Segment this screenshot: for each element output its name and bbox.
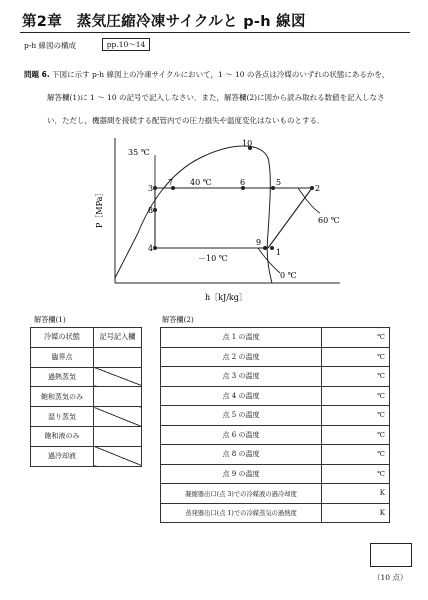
page-reference-box: pp.10～14	[102, 38, 150, 51]
answer2-label: 解答欄(2)	[162, 315, 194, 324]
answer1-state-cell: 過熱蒸気	[31, 367, 94, 387]
table-row	[161, 484, 390, 504]
temp-40-label: 40 ℃	[190, 178, 212, 187]
answer2-item-cell: 点 3 の温度	[161, 367, 322, 387]
answer2-item-cell: 点 1 の温度	[161, 328, 322, 348]
unit-label: ℃	[377, 352, 385, 361]
point-3-label: 3	[148, 184, 154, 193]
compression-line	[268, 188, 312, 248]
unit-label: K	[379, 508, 385, 517]
answer1-header-symbol: 記号記入欄	[94, 328, 142, 348]
unit-label: ℃	[377, 372, 385, 381]
table-row	[161, 445, 390, 465]
unit-label: K	[379, 489, 385, 498]
point-9-label: 9	[256, 238, 262, 247]
table-row	[31, 407, 142, 427]
temp-60-label: 60 ℃	[318, 216, 340, 225]
answer2-value-input[interactable]	[322, 484, 390, 504]
unit-label: ℃	[377, 430, 385, 439]
point-4-dot	[153, 246, 157, 250]
point-2-label: 2	[315, 184, 321, 193]
answer2-value-input[interactable]	[322, 328, 390, 348]
answer2-value-input[interactable]	[322, 386, 390, 406]
answer2-item-cell: 蒸発器出口(点 1)での冷媒蒸気の過熱度	[161, 503, 322, 523]
unit-label: ℃	[377, 333, 385, 342]
point-9-dot	[263, 246, 267, 250]
saturation-curve	[115, 146, 272, 283]
unit-label: ℃	[377, 391, 385, 400]
answer2-item-cell: 点 6 の温度	[161, 425, 322, 445]
table-row	[31, 426, 142, 446]
point-1-label: 1	[276, 248, 282, 257]
answer2-table	[160, 327, 390, 523]
answer1-symbol-input[interactable]	[94, 347, 142, 367]
score-label: （10 点）	[373, 573, 408, 582]
answer2-item-cell: 点 5 の温度	[161, 406, 322, 426]
page-title: 第2章 蒸気圧縮冷凍サイクルと p-h 線図	[22, 14, 306, 30]
section-subtitle: p-h 線図の構成	[24, 41, 77, 50]
temp-minus10-label: －10 ℃	[198, 254, 228, 263]
answer1-label: 解答欄(1)	[34, 315, 66, 324]
temp-0-label: 0 ℃	[280, 271, 297, 280]
answer2-item-cell: 点 8 の温度	[161, 445, 322, 465]
answer1-symbol-input[interactable]	[94, 446, 142, 466]
table-row	[161, 347, 390, 367]
point-5-label: 5	[276, 178, 282, 187]
answer2-value-input[interactable]	[322, 367, 390, 387]
title-divider	[20, 32, 410, 33]
answer1-symbol-input[interactable]	[94, 407, 142, 427]
table-row	[31, 387, 142, 407]
point-8-label: 8	[148, 206, 154, 215]
question-text-1: 下図に示す p-h 線図上の冷凍サイクルにおいて，1 ～ 10 の各点は冷媒のいずれの状態にあるかを，	[52, 70, 390, 79]
unit-label: ℃	[377, 450, 385, 459]
point-10-label: 10	[242, 139, 253, 148]
point-4-label: 4	[148, 244, 154, 253]
table-row	[31, 347, 142, 367]
point-7-label: 7	[168, 178, 174, 187]
unit-label: ℃	[377, 411, 385, 420]
answer2-value-input[interactable]	[322, 445, 390, 465]
answer2-value-input[interactable]	[322, 347, 390, 367]
point-8-dot	[153, 208, 157, 212]
table-row	[31, 446, 142, 466]
answer2-value-input[interactable]	[322, 406, 390, 426]
table-row	[161, 386, 390, 406]
point-5-dot	[271, 186, 275, 190]
table-row	[161, 425, 390, 445]
table-row	[161, 328, 390, 348]
answer1-header-row	[31, 328, 142, 348]
point-2-dot	[310, 186, 314, 190]
unit-label: ℃	[377, 469, 385, 478]
question-label: 問題 6.	[24, 70, 50, 79]
answer2-item-cell: 点 2 の温度	[161, 347, 322, 367]
answer1-state-cell: 過冷却液	[31, 446, 94, 466]
question-line-3: い．ただし，機器間を接続する配管内での圧力損失や温度変化はないものとする．	[47, 116, 325, 125]
answer2-value-input[interactable]	[322, 503, 390, 523]
x-axis-label: h［kJ/kg］	[205, 293, 247, 302]
point-1-dot	[270, 246, 274, 250]
table-row	[161, 406, 390, 426]
table-row	[31, 367, 142, 387]
answer1-header-state: 冷媒の状態	[31, 328, 94, 348]
table-row	[161, 503, 390, 523]
answer2-item-cell: 点 9 の温度	[161, 464, 322, 484]
table-row	[161, 367, 390, 387]
temp-35-label: 35 ℃	[128, 148, 150, 157]
answer1-symbol-input[interactable]	[94, 367, 142, 387]
answer2-item-cell: 凝縮器出口(点 3)での冷媒液の過冷却度	[161, 484, 322, 504]
answer1-state-cell: 飽和液のみ	[31, 426, 94, 446]
point-3-dot	[153, 186, 157, 190]
score-input-box[interactable]	[370, 543, 412, 567]
question-line-2: 解答欄(1)に 1 ～ 10 の記号で記入しなさい．また，解答欄(2)に図から読み取れる数値を記入しなさ	[47, 93, 385, 102]
answer2-value-input[interactable]	[322, 464, 390, 484]
answer1-symbol-input[interactable]	[94, 387, 142, 407]
answer2-item-cell: 点 4 の温度	[161, 386, 322, 406]
question-line-1	[24, 70, 389, 80]
answer1-state-cell: 飽和蒸気のみ	[31, 387, 94, 407]
answer1-state-cell: 臨界点	[31, 347, 94, 367]
point-6-label: 6	[240, 178, 246, 187]
y-axis-label: P［MPa］	[95, 188, 104, 228]
answer2-value-input[interactable]	[322, 425, 390, 445]
answer1-state-cell: 湿り蒸気	[31, 407, 94, 427]
answer1-symbol-input[interactable]	[94, 426, 142, 446]
answer1-table	[30, 327, 142, 467]
table-row	[161, 464, 390, 484]
ph-diagram	[90, 133, 350, 308]
